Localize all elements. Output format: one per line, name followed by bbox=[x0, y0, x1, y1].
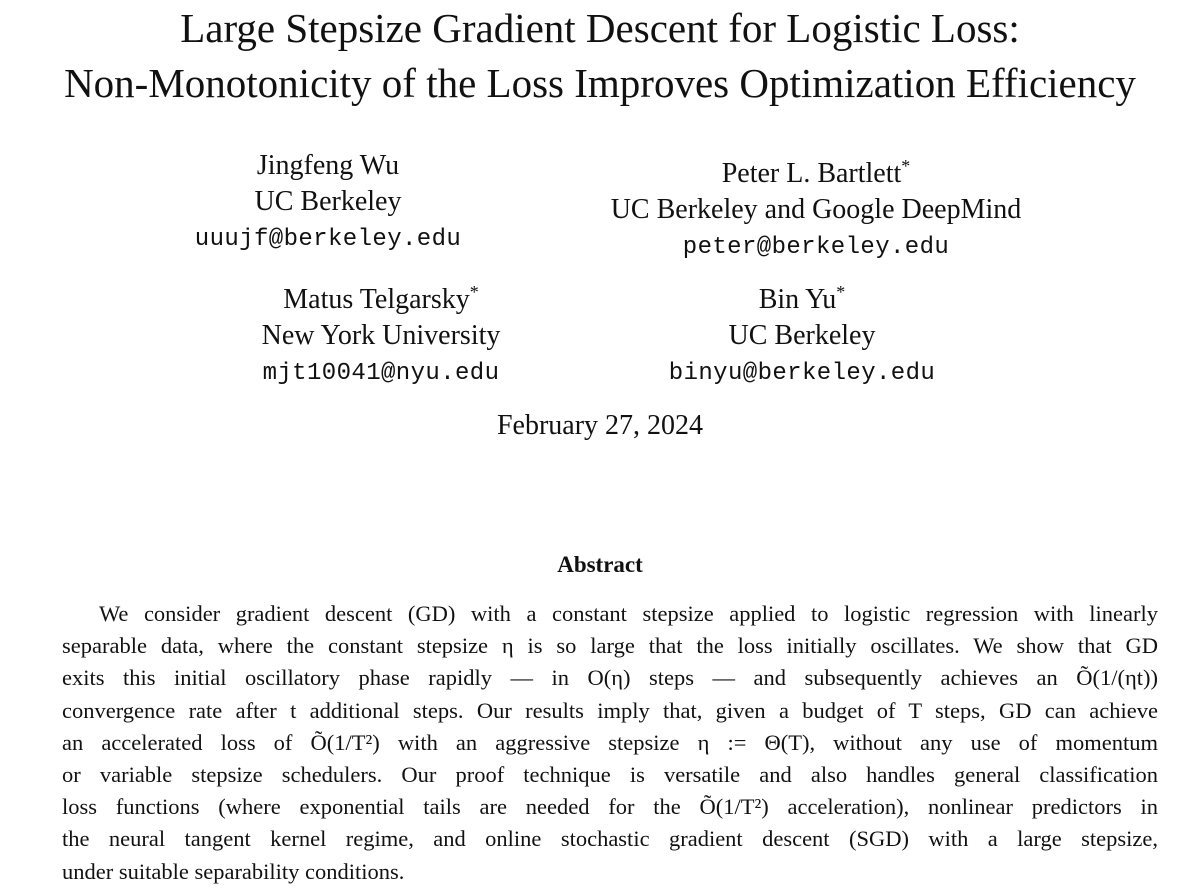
author-affiliation: UC Berkeley bbox=[254, 186, 402, 217]
abstract-line: loss functions (where exponential tails are needed for the Õ(1/T²) acceleration), nonlinear predictors in bbox=[62, 794, 1158, 820]
author-email: uuujf@berkeley.edu bbox=[194, 226, 462, 253]
abstract-line: the neural tangent kernel regime, and online stochastic gradient descent (SGD) with a large stepsize, bbox=[62, 826, 1158, 852]
author-star: * bbox=[901, 156, 911, 176]
author-name: Jingfeng Wu bbox=[256, 150, 400, 181]
author-name: Bin Yu* bbox=[758, 282, 846, 315]
author-affiliation: New York University bbox=[261, 320, 501, 351]
author-block-1 bbox=[160, 148, 496, 258]
paper-title-line-1: Large Stepsize Gradient Descent for Logistic Loss: bbox=[180, 5, 1020, 51]
author-affiliation: UC Berkeley and Google DeepMind bbox=[610, 194, 1022, 225]
abstract-line: We consider gradient descent (GD) with a constant stepsize applied to logistic regression with linearly bbox=[99, 601, 1158, 626]
abstract-line: an accelerated loss of Õ(1/T²) with an aggressive stepsize η := Θ(T), without any use of momentum bbox=[62, 729, 1158, 755]
author-name: Peter L. Bartlett* bbox=[721, 156, 911, 189]
author-block-3 bbox=[230, 274, 532, 392]
abstract-line: under suitable separability conditions. bbox=[62, 858, 405, 884]
author-name: Matus Telgarsky* bbox=[283, 282, 479, 315]
paper-date: February 27, 2024 bbox=[496, 410, 704, 441]
author-affiliation: UC Berkeley bbox=[728, 320, 876, 351]
abstract-body bbox=[62, 598, 1158, 888]
abstract-line: or variable stepsize schedulers. Our proof technique is versatile and also handles general classification bbox=[62, 762, 1158, 788]
author-star: * bbox=[836, 282, 846, 302]
abstract-line: separable data, where the constant stepsize η is so large that the loss initially oscillates. We show that GD bbox=[62, 633, 1158, 659]
author-block-2 bbox=[584, 148, 1048, 266]
paper-title-line-2: Non-Monotonicity of the Loss Improves Optimization Efficiency bbox=[64, 60, 1136, 106]
abstract-line: exits this initial oscillatory phase rapidly — in O(η) steps — and subsequently achieves an Õ(1/(ηt)) bbox=[62, 665, 1158, 691]
abstract-line: convergence rate after t additional steps. Our results imply that, given a budget of T steps, GD can achieve bbox=[62, 697, 1158, 723]
abstract-heading: Abstract bbox=[557, 552, 643, 577]
author-email: mjt10041@nyu.edu bbox=[262, 360, 500, 387]
author-star: * bbox=[469, 282, 479, 302]
author-block-4 bbox=[632, 274, 972, 392]
author-email: peter@berkeley.edu bbox=[682, 234, 950, 261]
author-email: binyu@berkeley.edu bbox=[668, 360, 936, 387]
